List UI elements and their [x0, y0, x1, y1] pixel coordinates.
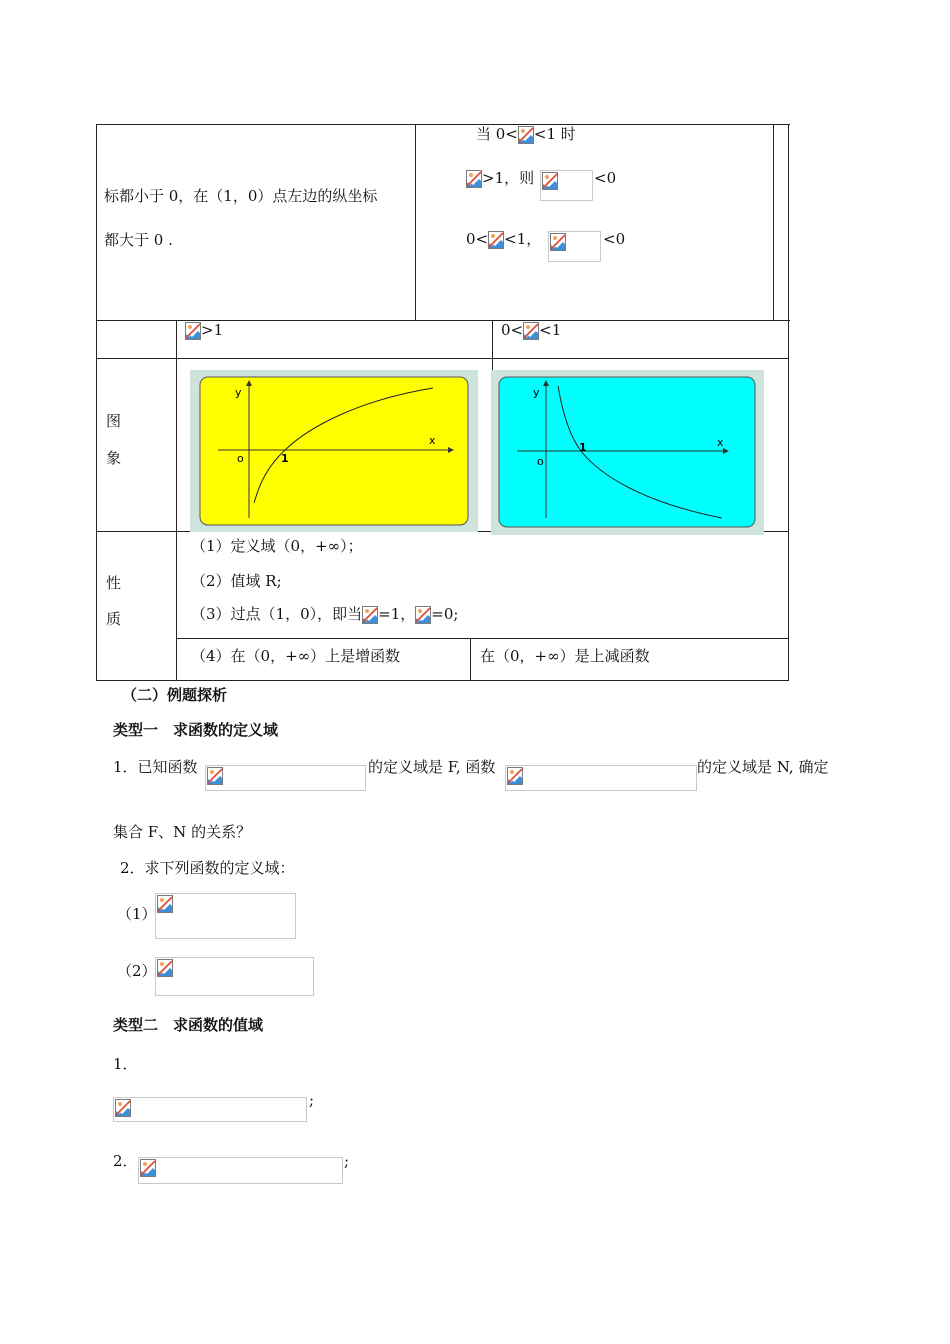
- formula-image-frame: [205, 765, 366, 791]
- line2-post: <0: [594, 169, 617, 187]
- formula-image-icon: [507, 767, 523, 785]
- property-decreasing: 在（0，+∞）是上减函数: [480, 647, 650, 665]
- prop3-post: =0;: [431, 605, 459, 623]
- formula-image-icon: [115, 1099, 131, 1117]
- origin-label: o: [237, 452, 244, 465]
- tick-label-1: 1: [281, 452, 289, 465]
- origin-label: o: [537, 455, 544, 468]
- line3-mid: <1，: [504, 230, 542, 248]
- formula-image-frame: [113, 1097, 307, 1122]
- q2-prompt: 2．求下列函数的定义域：: [120, 859, 295, 877]
- prop3-mid: =1，: [378, 605, 416, 623]
- formula-image-icon: [550, 233, 566, 251]
- formula-image-icon: [362, 606, 378, 624]
- type1-heading: 类型一 求函数的定义域: [113, 721, 279, 739]
- graph-decreasing-log: [491, 370, 764, 535]
- tick-label-1: 1: [579, 441, 587, 454]
- header-b-pre: 0<: [501, 321, 524, 339]
- y-axis-label: y: [235, 386, 242, 399]
- formula-image-icon: [488, 231, 504, 249]
- formula-image-icon: [185, 322, 201, 340]
- top-left-text-1: 标都小于 0，在（1，0）点左边的纵坐标: [104, 187, 378, 205]
- row-label-graph-1: 图: [106, 412, 122, 430]
- top-right-line1: [476, 124, 576, 144]
- formula-image-icon: [415, 606, 431, 624]
- q1-line2: 集合 F、N 的关系？: [113, 823, 252, 841]
- header-base-lt-1: [501, 320, 561, 340]
- formula-image-frame: [138, 1157, 343, 1184]
- line1-post: <1 时: [533, 125, 576, 143]
- line3-post: <0: [603, 230, 626, 248]
- row-label-props-1: 性: [106, 574, 122, 592]
- property-range: （2）值域 R;: [191, 572, 282, 590]
- graph-right-panel: [499, 377, 755, 527]
- formula-image-frame: [155, 893, 296, 939]
- header-b-post: <1: [539, 321, 562, 339]
- formula-image-frame: [540, 170, 593, 201]
- line2-mid: >1，则: [482, 169, 535, 187]
- row-label-props-2: 质: [106, 610, 122, 628]
- formula-image-frame: [548, 231, 601, 262]
- prop3-pre: （3）过点（1，0），即当: [191, 605, 363, 623]
- formula-image-icon: [523, 322, 539, 340]
- top-right-line2: [466, 168, 534, 188]
- header-base-gt-1: [185, 320, 223, 340]
- v1-label: 1．: [113, 1055, 138, 1073]
- formula-image-icon: [207, 767, 223, 785]
- top-left-text-2: 都大于 0 .: [104, 231, 173, 249]
- q2-a-label: （1）: [117, 905, 157, 923]
- section-heading: （二）例题探析: [122, 686, 228, 704]
- formula-image-icon: [542, 172, 558, 190]
- x-axis-label: x: [429, 434, 436, 447]
- top-right-line3: [466, 229, 541, 249]
- formula-image-icon: [466, 170, 482, 188]
- formula-image-frame: [505, 765, 697, 791]
- graph-left-panel: [200, 377, 468, 525]
- property-fixed-point: [191, 604, 458, 624]
- formula-image-icon: [518, 126, 534, 144]
- q2-b-label: （2）: [117, 962, 157, 980]
- formula-image-icon: [140, 1159, 156, 1177]
- formula-image-icon: [157, 959, 173, 977]
- type2-heading: 类型二 求函数的值域: [113, 1016, 264, 1034]
- row-label-graph-2: 象: [106, 449, 122, 467]
- property-increasing: （4）在（0，+∞）上是增函数: [191, 647, 401, 665]
- q1-post: 的定义域是 N, 确定: [697, 758, 829, 776]
- v1-semicolon: ;: [309, 1091, 315, 1109]
- y-axis-label: y: [533, 386, 540, 399]
- line1-pre: 当 0<: [476, 125, 518, 143]
- header-a-text: >1: [201, 321, 224, 339]
- q1-mid: 的定义域是 F, 函数: [368, 758, 496, 776]
- graph-increasing-log: [190, 370, 478, 532]
- x-axis-label: x: [717, 436, 724, 449]
- formula-image-frame: [155, 957, 314, 996]
- line3-pre: 0<: [466, 230, 489, 248]
- formula-image-icon: [157, 895, 173, 913]
- v2-semicolon: ;: [344, 1152, 350, 1170]
- v2-label: 2．: [113, 1152, 138, 1170]
- property-domain: （1）定义域（0，+∞）；: [191, 537, 363, 555]
- q1-pre: 1．已知函数: [113, 758, 198, 776]
